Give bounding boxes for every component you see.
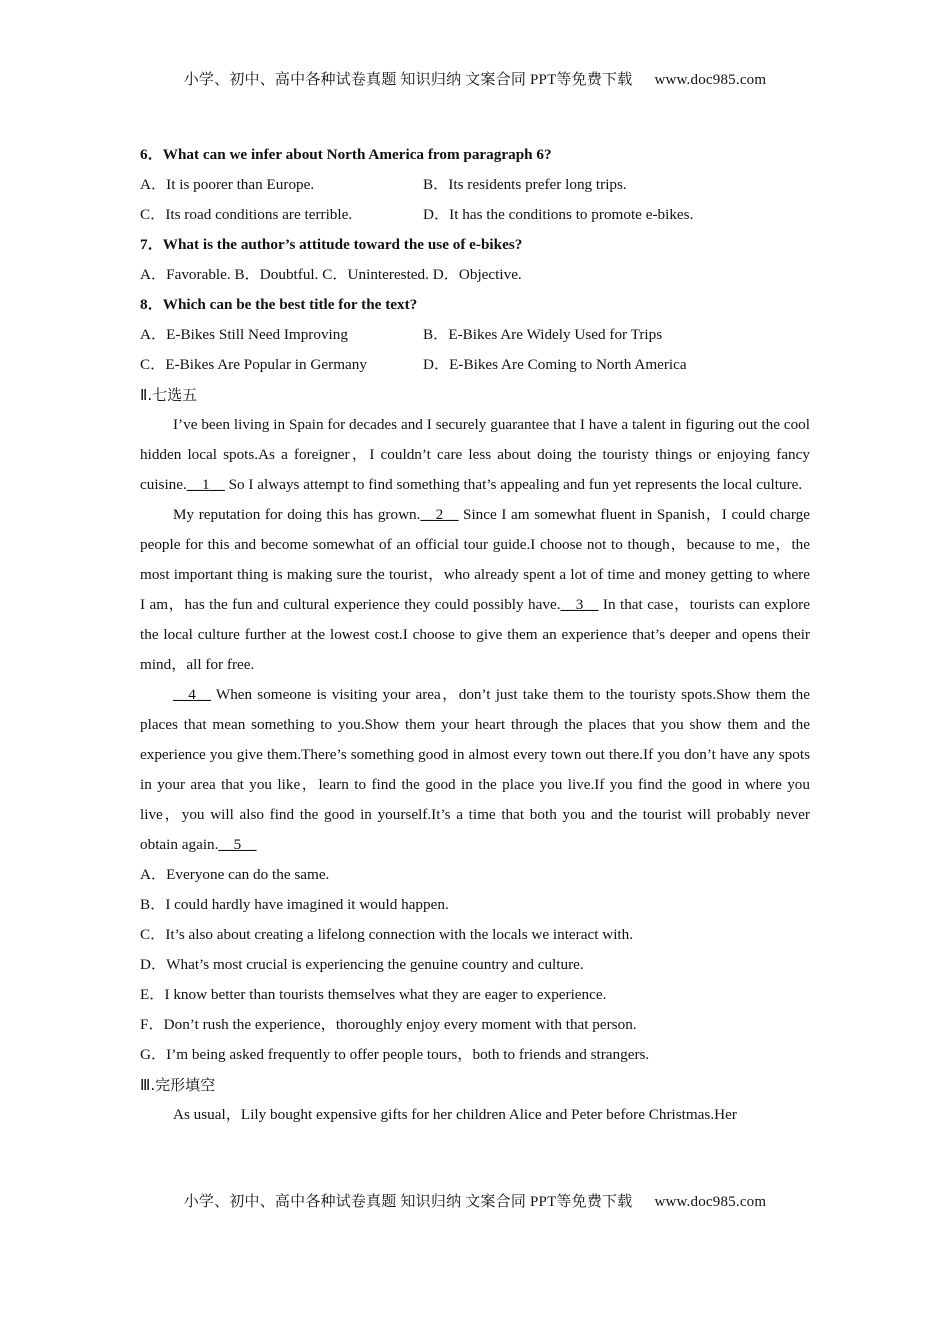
- section-3-title: Ⅲ.完形填空: [140, 1076, 216, 1094]
- section-2-option-b: B．I could hardly have imagined it would happen.: [140, 896, 449, 913]
- paragraph-1-text-b: So I always attempt to find something that’s appealing and fun yet represents the local culture.: [224, 476, 803, 493]
- question-6-options-row-2: [140, 200, 810, 230]
- question-7-options: A．Favorable. B．Doubtful. C．Uninterested. D．Objective.: [140, 266, 522, 283]
- blank-2: __2__: [420, 506, 459, 523]
- header-text: 小学、初中、高中各种试卷真题 知识归纳 文案合同 PPT等免费下载: [183, 72, 633, 88]
- question-6-stem: 6．What can we infer about North America from paragraph 6?: [140, 146, 552, 163]
- paragraph-2-text-b: Since I am somewhat fluent in Spanish，I could charge people for this and become somewhat of an official tour guide.I choose not to though，because to me，the most important thing is making sure the tourist，who already spent a lot of time and money getting to where I am，has the fun and cultural experience they could possibly have.: [140, 506, 810, 613]
- question-8-option-d: D．E-Bikes Are Coming to North America: [423, 356, 687, 373]
- question-6-option-b: B．Its residents prefer long trips.: [423, 176, 627, 193]
- blank-4: __4__: [173, 686, 211, 703]
- question-6-option-d: D．It has the conditions to promote e-bikes.: [423, 206, 694, 223]
- section-2-option-f: F．Don’t rush the experience，thoroughly enjoy every moment with that person.: [140, 1016, 637, 1033]
- section-2-paragraph-1: [140, 410, 810, 500]
- question-8-option-c: C．E-Bikes Are Popular in Germany: [140, 356, 367, 373]
- question-8-options-row-1: [140, 320, 810, 350]
- section-2-option-a: A．Everyone can do the same.: [140, 866, 330, 883]
- question-6-options-row-1: [140, 170, 810, 200]
- blank-1: __1__: [186, 476, 225, 493]
- paragraph-2-text-a: My reputation for doing this has grown.: [173, 506, 421, 523]
- blank-5: __5__: [218, 836, 257, 853]
- question-8-options-row-2: [140, 350, 810, 380]
- header-url[interactable]: www.doc985.com: [654, 72, 767, 88]
- page-header: [0, 68, 950, 89]
- section-2-paragraph-2: [140, 500, 810, 680]
- question-8-stem: 8．Which can be the best title for the text?: [140, 296, 418, 313]
- question-7-stem: 7．What is the author’s attitude toward the use of e-bikes?: [140, 236, 523, 253]
- question-8-option-a: A．E-Bikes Still Need Improving: [140, 326, 348, 343]
- section-2-option-g: G．I’m being asked frequently to offer people tours，both to friends and strangers.: [140, 1046, 650, 1063]
- question-6-option-a: A．It is poorer than Europe.: [140, 176, 315, 193]
- section-3-paragraph-1: As usual，Lily bought expensive gifts for her children Alice and Peter before Christmas.Her: [173, 1106, 737, 1123]
- page-footer: [0, 1190, 950, 1211]
- paragraph-3-text-a: When someone is visiting your area，don’t just take them to the touristy spots.Show them the places that mean something to you.Show them your heart through the places that you show them and the experience you give them.There’s something good in almost every town out there.If you don’t have any spots in your area that you like，learn to find the good in the place you live.If you find the good in where you live，you will also find the good in yourself.It’s a time that both you and the tourist will probably never obtain again.: [140, 686, 810, 853]
- footer-text: 小学、初中、高中各种试卷真题 知识归纳 文案合同 PPT等免费下载: [183, 1194, 633, 1210]
- blank-3: __3__: [560, 596, 599, 613]
- section-2-option-e: E．I know better than tourists themselves what they are eager to experience.: [140, 986, 607, 1003]
- paragraph-1-text-a: I’ve been living in Spain for decades and I securely guarantee that I have a talent in figuring out the cool hidden local spots.As a foreigner，I couldn’t care less about doing the touristy things or enjoying fancy cuisine.: [140, 416, 810, 493]
- question-6-option-c: C．Its road conditions are terrible.: [140, 206, 353, 223]
- section-2-title: Ⅱ.七选五: [140, 386, 198, 404]
- question-8-option-b: B．E-Bikes Are Widely Used for Trips: [423, 326, 663, 343]
- document-body: [140, 140, 810, 1130]
- section-2-option-c: C．It’s also about creating a lifelong connection with the locals we interact with.: [140, 926, 634, 943]
- section-2-paragraph-3: [140, 680, 810, 860]
- section-2-option-d: D．What’s most crucial is experiencing the genuine country and culture.: [140, 956, 584, 973]
- footer-url[interactable]: www.doc985.com: [654, 1194, 767, 1210]
- paragraph-2-text-c: In that case，tourists can explore the local culture further at the lowest cost.I choose to give them an experience that’s deeper and opens their mind，all for free.: [140, 596, 810, 673]
